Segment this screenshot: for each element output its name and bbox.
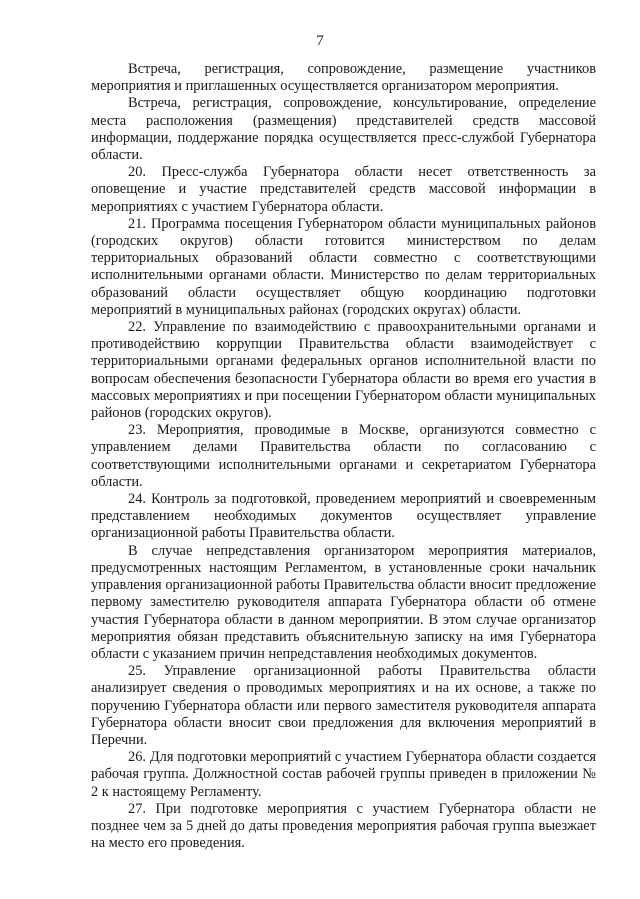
paragraph: 21. Программа посещения Губернатором области муниципальных районов (городских округов) области готовится министерством по делам территориальных образований области совместно с соответствующими исполнительными органами области. Министерство по делам территориальных образований области осуществляет общую координацию подготовки мероприятий в муниципальных районах (городских округах) области.: [91, 215, 596, 318]
paragraph: 24. Контроль за подготовкой, проведением мероприятий и своевременным представлением необходимых документов осуществляет управление организационной работы Правительства области.: [91, 491, 596, 542]
paragraph: 22. Управление по взаимодействию с правоохранительными органами и противодействию коррупции Правительства области взаимодействует с территориальными органами федеральных органов исполнительной власти по вопросам обеспечения безопасности Губернатора области во время его участия в массовых мероприятиях и при посещении Губернатором области муниципальных районов (городских округов).: [91, 319, 596, 422]
paragraph: 20. Пресс-служба Губернатора области несет ответственность за оповещение и участие представителей средств массовой информации в мероприятиях с участием Губернатора области.: [91, 164, 596, 215]
document-body: [91, 61, 596, 852]
paragraph: В случае непредставления организатором мероприятия материалов, предусмотренных настоящим Регламентом, в установленные сроки начальник управления организационной работы Правительства области вносит предложение первому заместителю руководителя аппарата Губернатора области об отмене участия Губернатора области в данном мероприятии. В этом случае организатор мероприятия обязан представить объяснительную записку на имя Губернатора области с указанием причин непредставления необходимых документов.: [91, 542, 596, 662]
paragraph: 27. При подготовке мероприятия с участием Губернатора области не позднее чем за 5 дней до даты проведения мероприятия рабочая группа выезжает на место его проведения.: [91, 800, 596, 852]
paragraph: Встреча, регистрация, сопровождение, размещение участников мероприятия и приглашенных осуществляется организатором мероприятия.: [91, 61, 596, 95]
page-number: 7: [316, 33, 324, 49]
paragraph: Встреча, регистрация, сопровождение, консультирование, определение места расположения (размещения) представителей средств массовой информации, поддержание порядка осуществляется пресс-службой Губернатора области.: [91, 95, 596, 164]
paragraph: 26. Для подготовки мероприятий с участием Губернатора области создается рабочая группа. Должностной состав рабочей группы приведен в приложении № 2 к настоящему Регламенту.: [91, 749, 596, 800]
paragraph: 23. Мероприятия, проводимые в Москве, организуются совместно с управлением делами Правительства области по согласованию с соответствующими исполнительными органами и секретариатом Губернатора области.: [91, 422, 596, 490]
paragraph: 25. Управление организационной работы Правительства области анализирует сведения о проводимых мероприятиях и на их основе, а также по поручению Губернатора области или первого заместителя руководителя аппарата Губернатора области вносит свои предложения для включения мероприятий в Перечни.: [91, 663, 596, 748]
